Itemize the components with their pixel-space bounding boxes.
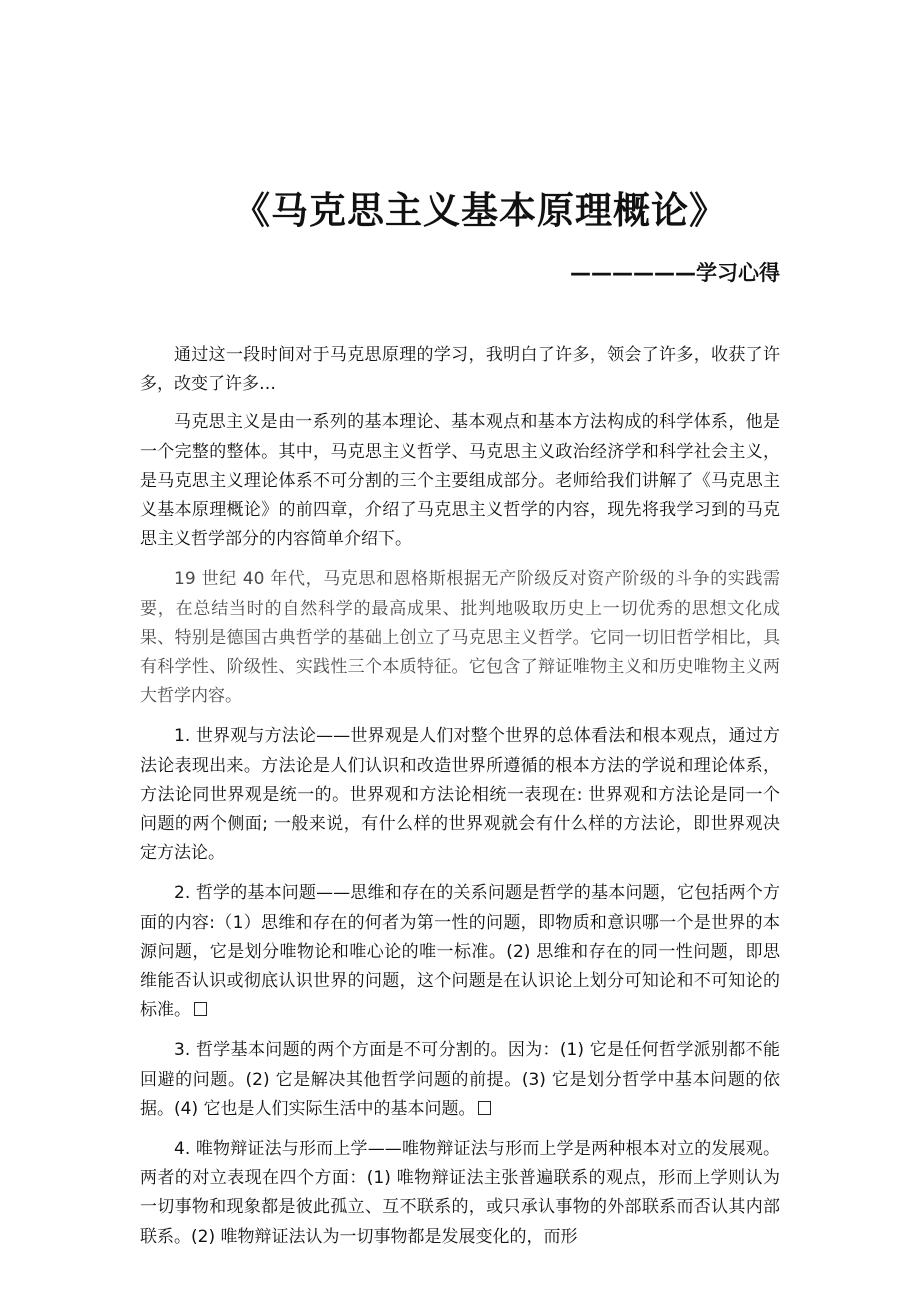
document-subtitle: ——————学习心得 [570,261,780,285]
checkbox-glyph-icon [478,1101,491,1115]
paragraph-point-1: 1. 世界观与方法论——世界观是人们对整个世界的总体看法和根本观点，通过方法论表现出来。方法论是人们认识和改造世界所遵循的根本方法的学说和理论体系，方法论同世界观是统一的。世界观和方法论相统一表现在: 世界观和方法论是同一个问题的两个侧面; 一般来说，有什么样的世界观就会有什么样的方法论，即世界观决定方法论。 [140,726,780,864]
checkbox-glyph-icon [194,1002,207,1016]
paragraph-point-2-text: 2. 哲学的基本问题——思维和存在的关系问题是哲学的基本问题，它包括两个方面的内容:（1）思维和存在的何者为第一性的问题，即物质和意识哪一个是世界的本源问题，它是划分唯物论和唯心论的唯一标准。(2) 思维和存在的同一性问题，即思维能否认识或彻底认识世界的问题，这个问题是在认识论上划分可知论和不可知论的标准。 [140,883,780,1021]
paragraph-intro: 通过这一段时间对于马克思原理的学习，我明白了许多，领会了许多，收获了许多，改变了许多… [140,345,780,395]
paragraph-point-3 [140,1036,780,1124]
paragraph-philosophy-origin: 19 世纪 40 年代，马克思和恩格斯根据无产阶级反对资产阶级的斗争的实践需要，在总结当时的自然科学的最高成果、批判地吸取历史上一切优秀的思想文化成果、特别是德国古典哲学的基础上创立了马克思主义哲学。它同一切旧哲学相比，具有科学性、阶级性、实践性三个本质特征。它包含了辩证唯物主义和历史唯物主义两大哲学内容。 [140,569,780,707]
document-title: 《马克思主义基本原理概论》 [233,189,727,232]
paragraph-point-4: 4. 唯物辩证法与形而上学——唯物辩证法与形而上学是两种根本对立的发展观。两者的对立表现在四个方面：(1) 唯物辩证法主张普遍联系的观点，形而上学则认为一切事物和现象都是彼此孤立、互不联系的，或只承认事物的外部联系而否认其内部联系。(2) 唯物辩证法认为一切事物都是发展变化的，而形 [140,1139,780,1247]
paragraph-point-3-text: 3. 哲学基本问题的两个方面是不可分割的。因为：(1) 它是任何哲学派别都不能回避的问题。(2) 它是解决其他哲学问题的前提。(3) 它是划分哲学中基本问题的依据。(4) 它也是人们实际生活中的基本问题。 [140,1040,780,1119]
paragraph-marxism-overview: 马克思主义是由一系列的基本理论、基本观点和基本方法构成的科学体系，他是一个完整的整体。其中，马克思主义哲学、马克思主义政治经济学和科学社会主义，是马克思主义理论体系不可分割的三个主要组成部分。老师给我们讲解了《马克思主义基本原理概论》的前四章，介绍了马克思主义哲学的内容，现先将我学习到的马克思主义哲学部分的内容简单介绍下。 [140,412,780,550]
document-body [140,341,780,1262]
paragraph-point-2 [140,879,780,1025]
